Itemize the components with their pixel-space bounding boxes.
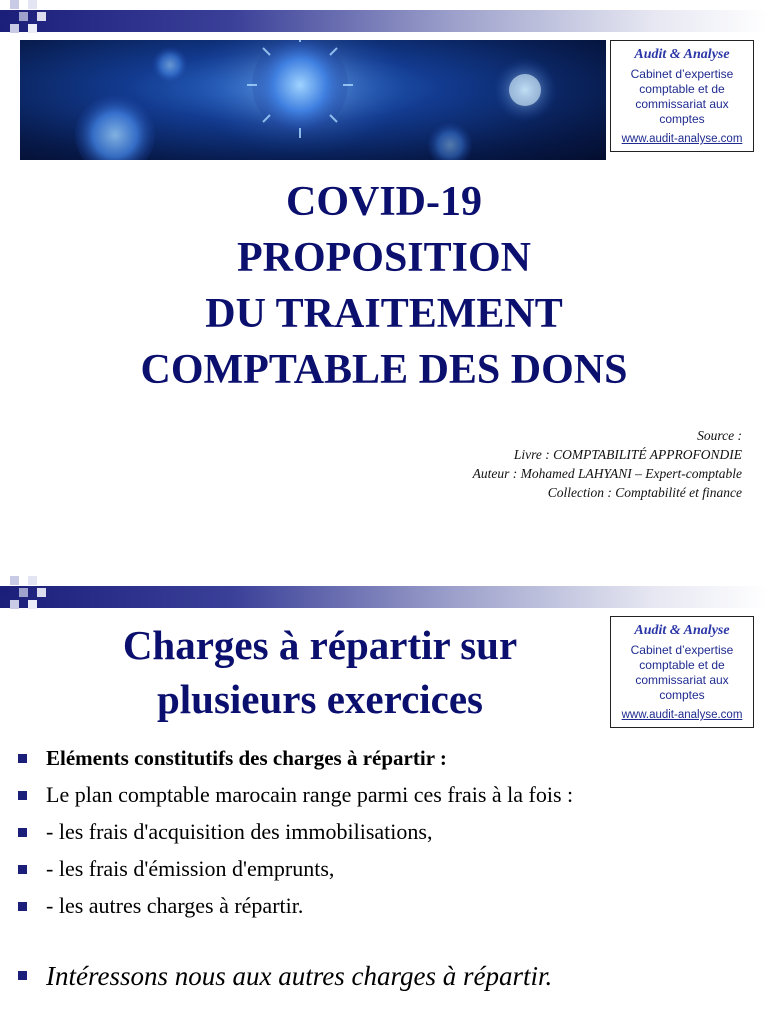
- title-line-2: PROPOSITION: [236, 235, 532, 281]
- bullet-item: [16, 781, 756, 818]
- virus-banner-image: [20, 40, 606, 160]
- square-bullet-icon: [18, 902, 27, 911]
- title-line-4: COMPTABLE DES DONS: [140, 347, 628, 393]
- logo-desc-line-3: commissariat aux: [635, 97, 729, 111]
- logo-desc-line-4: comptes: [659, 688, 705, 702]
- source-block: [473, 426, 742, 502]
- square-bullet-icon: [18, 971, 27, 980]
- logo-desc-line-4: comptes: [659, 112, 705, 126]
- bullet-text: Intéressons nous aux autres charges à répartir.: [46, 961, 553, 991]
- virus-illustration: [20, 40, 606, 160]
- square-bullet-icon: [18, 828, 27, 837]
- title-line-1: COVID-19: [286, 179, 482, 225]
- bullet-item: [16, 959, 756, 996]
- header-strip: [0, 10, 768, 32]
- title-line-1: Charges à répartir sur: [122, 622, 518, 668]
- slide-2-title: [0, 618, 640, 726]
- square-bullet-icon: [18, 791, 27, 800]
- logo-desc-line-2: comptable et de: [639, 82, 725, 96]
- logo-desc-line-2: comptable et de: [639, 658, 725, 672]
- bullet-item: [16, 818, 756, 855]
- bullet-text: Eléments constitutifs des charges à répartir :: [46, 746, 447, 770]
- header-strip: [0, 586, 768, 608]
- logo-desc-line-1: Cabinet d’expertise: [630, 67, 734, 81]
- bullet-text: Le plan comptable marocain range parmi ces frais à la fois :: [46, 782, 574, 807]
- slide-2: [0, 576, 768, 1024]
- title-line-3: DU TRAITEMENT: [205, 291, 563, 337]
- source-author: Auteur : Mohamed LAHYANI – Expert-comptable: [472, 466, 742, 481]
- slide-1-title: [0, 174, 768, 398]
- bullet-item: [16, 892, 756, 929]
- bullet-list: [16, 744, 756, 996]
- bullet-text: - les autres charges à répartir.: [46, 893, 304, 918]
- title-line-2: plusieurs exercices: [156, 676, 484, 722]
- logo-desc-line-3: commissariat aux: [635, 673, 729, 687]
- logo-title: Audit & Analyse: [634, 623, 730, 638]
- bullet-item: [16, 855, 756, 892]
- logo-description: [611, 67, 753, 127]
- logo-url-link[interactable]: www.audit-analyse.com: [621, 133, 743, 145]
- logo-desc-line-1: Cabinet d’expertise: [630, 643, 734, 657]
- square-bullet-icon: [18, 865, 27, 874]
- logo-url-link[interactable]: www.audit-analyse.com: [621, 709, 743, 721]
- bullet-item: [16, 744, 756, 781]
- source-collection: Collection : Comptabilité et finance: [547, 485, 742, 500]
- source-book: Livre : COMPTABILITÉ APPROFONDIE: [513, 447, 742, 462]
- bullet-text: - les frais d'émission d'emprunts,: [46, 856, 335, 881]
- bullet-text: - les frais d'acquisition des immobilisations,: [46, 819, 433, 844]
- audit-analyse-logo: [610, 40, 754, 152]
- checker-decoration: [0, 576, 60, 624]
- source-label: Source :: [697, 428, 742, 443]
- logo-title: Audit & Analyse: [634, 47, 730, 62]
- square-bullet-icon: [18, 754, 27, 763]
